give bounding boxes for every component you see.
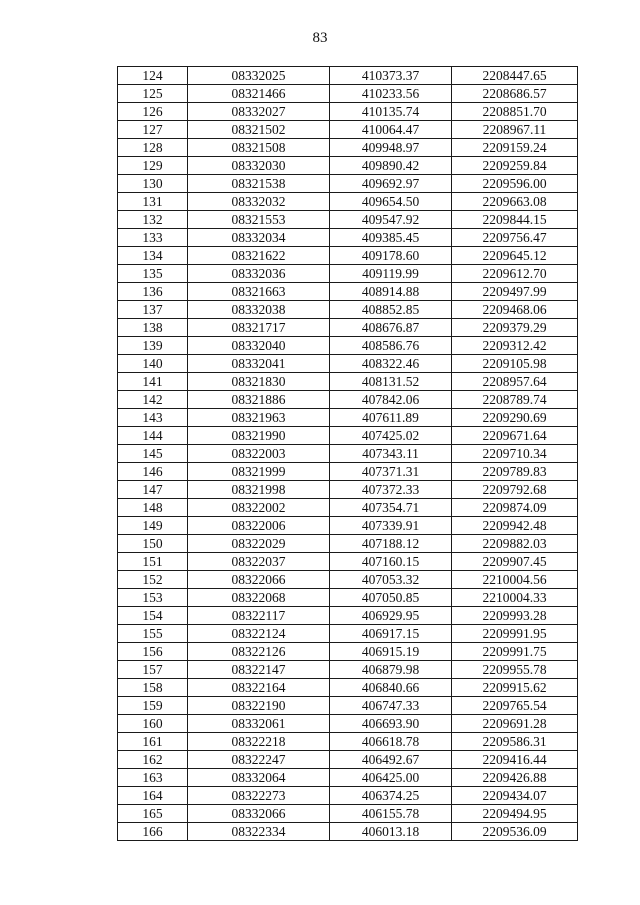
- point-code-cell: 08321663: [188, 283, 330, 301]
- point-code-cell: 08322003: [188, 445, 330, 463]
- y-coordinate-cell: 2209991.75: [452, 643, 578, 661]
- point-number-cell: 142: [118, 391, 188, 409]
- point-number-cell: 147: [118, 481, 188, 499]
- point-number-cell: 137: [118, 301, 188, 319]
- table-row: [118, 517, 578, 535]
- x-coordinate-cell: 409119.99: [330, 265, 452, 283]
- y-coordinate-cell: 2208851.70: [452, 103, 578, 121]
- point-number-cell: 157: [118, 661, 188, 679]
- point-code-cell: 08321886: [188, 391, 330, 409]
- y-coordinate-cell: 2209671.64: [452, 427, 578, 445]
- point-code-cell: 08332027: [188, 103, 330, 121]
- table-row: [118, 337, 578, 355]
- point-code-cell: 08321830: [188, 373, 330, 391]
- point-number-cell: 165: [118, 805, 188, 823]
- point-code-cell: 08321622: [188, 247, 330, 265]
- x-coordinate-cell: 410233.56: [330, 85, 452, 103]
- x-coordinate-cell: 407372.33: [330, 481, 452, 499]
- y-coordinate-cell: 2209426.88: [452, 769, 578, 787]
- table-row: [118, 571, 578, 589]
- table-row: [118, 121, 578, 139]
- y-coordinate-cell: 2208686.57: [452, 85, 578, 103]
- point-code-cell: 08321990: [188, 427, 330, 445]
- point-number-cell: 152: [118, 571, 188, 589]
- table-row: [118, 535, 578, 553]
- table-row: [118, 787, 578, 805]
- point-code-cell: 08321502: [188, 121, 330, 139]
- x-coordinate-cell: 407188.12: [330, 535, 452, 553]
- x-coordinate-cell: 409547.92: [330, 211, 452, 229]
- point-code-cell: 08332061: [188, 715, 330, 733]
- point-code-cell: 08321538: [188, 175, 330, 193]
- point-number-cell: 133: [118, 229, 188, 247]
- x-coordinate-cell: 409890.42: [330, 157, 452, 175]
- x-coordinate-cell: 407343.11: [330, 445, 452, 463]
- point-code-cell: 08322334: [188, 823, 330, 841]
- point-number-cell: 150: [118, 535, 188, 553]
- y-coordinate-cell: 2209844.15: [452, 211, 578, 229]
- x-coordinate-cell: 406618.78: [330, 733, 452, 751]
- y-coordinate-cell: 2209789.83: [452, 463, 578, 481]
- point-code-cell: 08332040: [188, 337, 330, 355]
- y-coordinate-cell: 2209536.09: [452, 823, 578, 841]
- y-coordinate-cell: 2209596.00: [452, 175, 578, 193]
- point-code-cell: 08322037: [188, 553, 330, 571]
- point-code-cell: 08322124: [188, 625, 330, 643]
- table-row: [118, 499, 578, 517]
- y-coordinate-cell: 2209991.95: [452, 625, 578, 643]
- point-number-cell: 143: [118, 409, 188, 427]
- y-coordinate-cell: 2209468.06: [452, 301, 578, 319]
- table-row: [118, 427, 578, 445]
- y-coordinate-cell: 2209497.99: [452, 283, 578, 301]
- y-coordinate-cell: 2209586.31: [452, 733, 578, 751]
- point-number-cell: 156: [118, 643, 188, 661]
- y-coordinate-cell: 2209105.98: [452, 355, 578, 373]
- point-code-cell: 08332034: [188, 229, 330, 247]
- table-row: [118, 769, 578, 787]
- table-row: [118, 823, 578, 841]
- y-coordinate-cell: 2209756.47: [452, 229, 578, 247]
- y-coordinate-cell: 2209882.03: [452, 535, 578, 553]
- point-number-cell: 166: [118, 823, 188, 841]
- table-row: [118, 481, 578, 499]
- table-row: [118, 319, 578, 337]
- point-number-cell: 162: [118, 751, 188, 769]
- y-coordinate-cell: 2209159.24: [452, 139, 578, 157]
- point-number-cell: 128: [118, 139, 188, 157]
- point-number-cell: 129: [118, 157, 188, 175]
- point-number-cell: 136: [118, 283, 188, 301]
- x-coordinate-cell: 406374.25: [330, 787, 452, 805]
- point-code-cell: 08321466: [188, 85, 330, 103]
- point-code-cell: 08321717: [188, 319, 330, 337]
- y-coordinate-cell: 2209874.09: [452, 499, 578, 517]
- point-number-cell: 163: [118, 769, 188, 787]
- point-code-cell: 08332038: [188, 301, 330, 319]
- point-number-cell: 164: [118, 787, 188, 805]
- y-coordinate-cell: 2210004.33: [452, 589, 578, 607]
- point-number-cell: 132: [118, 211, 188, 229]
- table-row: [118, 697, 578, 715]
- point-number-cell: 158: [118, 679, 188, 697]
- x-coordinate-cell: 409692.97: [330, 175, 452, 193]
- table-row: [118, 553, 578, 571]
- table-row: [118, 445, 578, 463]
- y-coordinate-cell: 2209312.42: [452, 337, 578, 355]
- point-number-cell: 126: [118, 103, 188, 121]
- coordinates-table: [117, 66, 578, 841]
- table-row: [118, 175, 578, 193]
- point-number-cell: 125: [118, 85, 188, 103]
- y-coordinate-cell: 2209379.29: [452, 319, 578, 337]
- point-code-cell: 08332032: [188, 193, 330, 211]
- point-code-cell: 08322164: [188, 679, 330, 697]
- point-number-cell: 140: [118, 355, 188, 373]
- point-number-cell: 148: [118, 499, 188, 517]
- y-coordinate-cell: 2209494.95: [452, 805, 578, 823]
- x-coordinate-cell: 408322.46: [330, 355, 452, 373]
- point-number-cell: 160: [118, 715, 188, 733]
- table-row: [118, 391, 578, 409]
- y-coordinate-cell: 2210004.56: [452, 571, 578, 589]
- point-number-cell: 161: [118, 733, 188, 751]
- table-row: [118, 733, 578, 751]
- y-coordinate-cell: 2209907.45: [452, 553, 578, 571]
- point-code-cell: 08322190: [188, 697, 330, 715]
- y-coordinate-cell: 2208967.11: [452, 121, 578, 139]
- table-row: [118, 373, 578, 391]
- point-number-cell: 134: [118, 247, 188, 265]
- x-coordinate-cell: 407053.32: [330, 571, 452, 589]
- y-coordinate-cell: 2209645.12: [452, 247, 578, 265]
- table-row: [118, 157, 578, 175]
- page-number: 83: [312, 30, 328, 46]
- x-coordinate-cell: 406879.98: [330, 661, 452, 679]
- y-coordinate-cell: 2209663.08: [452, 193, 578, 211]
- y-coordinate-cell: 2209942.48: [452, 517, 578, 535]
- point-code-cell: 08322126: [188, 643, 330, 661]
- point-code-cell: 08332025: [188, 67, 330, 85]
- y-coordinate-cell: 2209993.28: [452, 607, 578, 625]
- x-coordinate-cell: 406747.33: [330, 697, 452, 715]
- x-coordinate-cell: 410135.74: [330, 103, 452, 121]
- table-row: [118, 805, 578, 823]
- point-code-cell: 08332036: [188, 265, 330, 283]
- point-number-cell: 127: [118, 121, 188, 139]
- point-code-cell: 08322147: [188, 661, 330, 679]
- table-row: [118, 751, 578, 769]
- table-row: [118, 643, 578, 661]
- point-code-cell: 08322117: [188, 607, 330, 625]
- point-code-cell: 08322273: [188, 787, 330, 805]
- table-row: [118, 589, 578, 607]
- x-coordinate-cell: 409654.50: [330, 193, 452, 211]
- x-coordinate-cell: 406492.67: [330, 751, 452, 769]
- point-code-cell: 08322002: [188, 499, 330, 517]
- x-coordinate-cell: 409178.60: [330, 247, 452, 265]
- x-coordinate-cell: 407371.31: [330, 463, 452, 481]
- x-coordinate-cell: 407611.89: [330, 409, 452, 427]
- point-code-cell: 08321963: [188, 409, 330, 427]
- point-code-cell: 08332064: [188, 769, 330, 787]
- table-row: [118, 85, 578, 103]
- x-coordinate-cell: 408676.87: [330, 319, 452, 337]
- x-coordinate-cell: 409385.45: [330, 229, 452, 247]
- table-row: [118, 139, 578, 157]
- table-row: [118, 67, 578, 85]
- table-row: [118, 247, 578, 265]
- x-coordinate-cell: 408131.52: [330, 373, 452, 391]
- point-number-cell: 149: [118, 517, 188, 535]
- y-coordinate-cell: 2209765.54: [452, 697, 578, 715]
- x-coordinate-cell: 407842.06: [330, 391, 452, 409]
- point-number-cell: 124: [118, 67, 188, 85]
- table-row: [118, 625, 578, 643]
- x-coordinate-cell: 407050.85: [330, 589, 452, 607]
- table-row: [118, 283, 578, 301]
- y-coordinate-cell: 2209915.62: [452, 679, 578, 697]
- table-row: [118, 265, 578, 283]
- table-row: [118, 355, 578, 373]
- x-coordinate-cell: 406013.18: [330, 823, 452, 841]
- y-coordinate-cell: 2209416.44: [452, 751, 578, 769]
- x-coordinate-cell: 406929.95: [330, 607, 452, 625]
- point-number-cell: 144: [118, 427, 188, 445]
- table-row: [118, 301, 578, 319]
- point-number-cell: 130: [118, 175, 188, 193]
- table-row: [118, 229, 578, 247]
- y-coordinate-cell: 2209290.69: [452, 409, 578, 427]
- x-coordinate-cell: 410373.37: [330, 67, 452, 85]
- y-coordinate-cell: 2208789.74: [452, 391, 578, 409]
- y-coordinate-cell: 2209955.78: [452, 661, 578, 679]
- point-code-cell: 08322029: [188, 535, 330, 553]
- point-code-cell: 08332066: [188, 805, 330, 823]
- point-number-cell: 145: [118, 445, 188, 463]
- y-coordinate-cell: 2208957.64: [452, 373, 578, 391]
- table-row: [118, 463, 578, 481]
- y-coordinate-cell: 2208447.65: [452, 67, 578, 85]
- point-number-cell: 153: [118, 589, 188, 607]
- x-coordinate-cell: 409948.97: [330, 139, 452, 157]
- x-coordinate-cell: 406840.66: [330, 679, 452, 697]
- point-number-cell: 139: [118, 337, 188, 355]
- y-coordinate-cell: 2209710.34: [452, 445, 578, 463]
- point-number-cell: 155: [118, 625, 188, 643]
- x-coordinate-cell: 407339.91: [330, 517, 452, 535]
- x-coordinate-cell: 406425.00: [330, 769, 452, 787]
- point-number-cell: 151: [118, 553, 188, 571]
- y-coordinate-cell: 2209612.70: [452, 265, 578, 283]
- x-coordinate-cell: 407354.71: [330, 499, 452, 517]
- y-coordinate-cell: 2209259.84: [452, 157, 578, 175]
- y-coordinate-cell: 2209792.68: [452, 481, 578, 499]
- point-number-cell: 131: [118, 193, 188, 211]
- point-code-cell: 08321553: [188, 211, 330, 229]
- x-coordinate-cell: 406693.90: [330, 715, 452, 733]
- point-number-cell: 135: [118, 265, 188, 283]
- point-number-cell: 141: [118, 373, 188, 391]
- table-row: [118, 193, 578, 211]
- x-coordinate-cell: 408852.85: [330, 301, 452, 319]
- x-coordinate-cell: 406155.78: [330, 805, 452, 823]
- point-code-cell: 08322066: [188, 571, 330, 589]
- point-code-cell: 08322218: [188, 733, 330, 751]
- point-code-cell: 08332041: [188, 355, 330, 373]
- table-row: [118, 679, 578, 697]
- x-coordinate-cell: 408914.88: [330, 283, 452, 301]
- coordinates-table-body: [118, 67, 578, 841]
- table-row: [118, 607, 578, 625]
- point-number-cell: 146: [118, 463, 188, 481]
- point-code-cell: 08332030: [188, 157, 330, 175]
- point-code-cell: 08322247: [188, 751, 330, 769]
- point-code-cell: 08321508: [188, 139, 330, 157]
- x-coordinate-cell: 407160.15: [330, 553, 452, 571]
- point-code-cell: 08322006: [188, 517, 330, 535]
- x-coordinate-cell: 408586.76: [330, 337, 452, 355]
- x-coordinate-cell: 410064.47: [330, 121, 452, 139]
- table-row: [118, 715, 578, 733]
- table-row: [118, 661, 578, 679]
- x-coordinate-cell: 406915.19: [330, 643, 452, 661]
- x-coordinate-cell: 406917.15: [330, 625, 452, 643]
- point-code-cell: 08322068: [188, 589, 330, 607]
- table-row: [118, 211, 578, 229]
- point-code-cell: 08321998: [188, 481, 330, 499]
- table-row: [118, 409, 578, 427]
- point-number-cell: 154: [118, 607, 188, 625]
- point-code-cell: 08321999: [188, 463, 330, 481]
- x-coordinate-cell: 407425.02: [330, 427, 452, 445]
- table-row: [118, 103, 578, 121]
- point-number-cell: 138: [118, 319, 188, 337]
- point-number-cell: 159: [118, 697, 188, 715]
- y-coordinate-cell: 2209691.28: [452, 715, 578, 733]
- y-coordinate-cell: 2209434.07: [452, 787, 578, 805]
